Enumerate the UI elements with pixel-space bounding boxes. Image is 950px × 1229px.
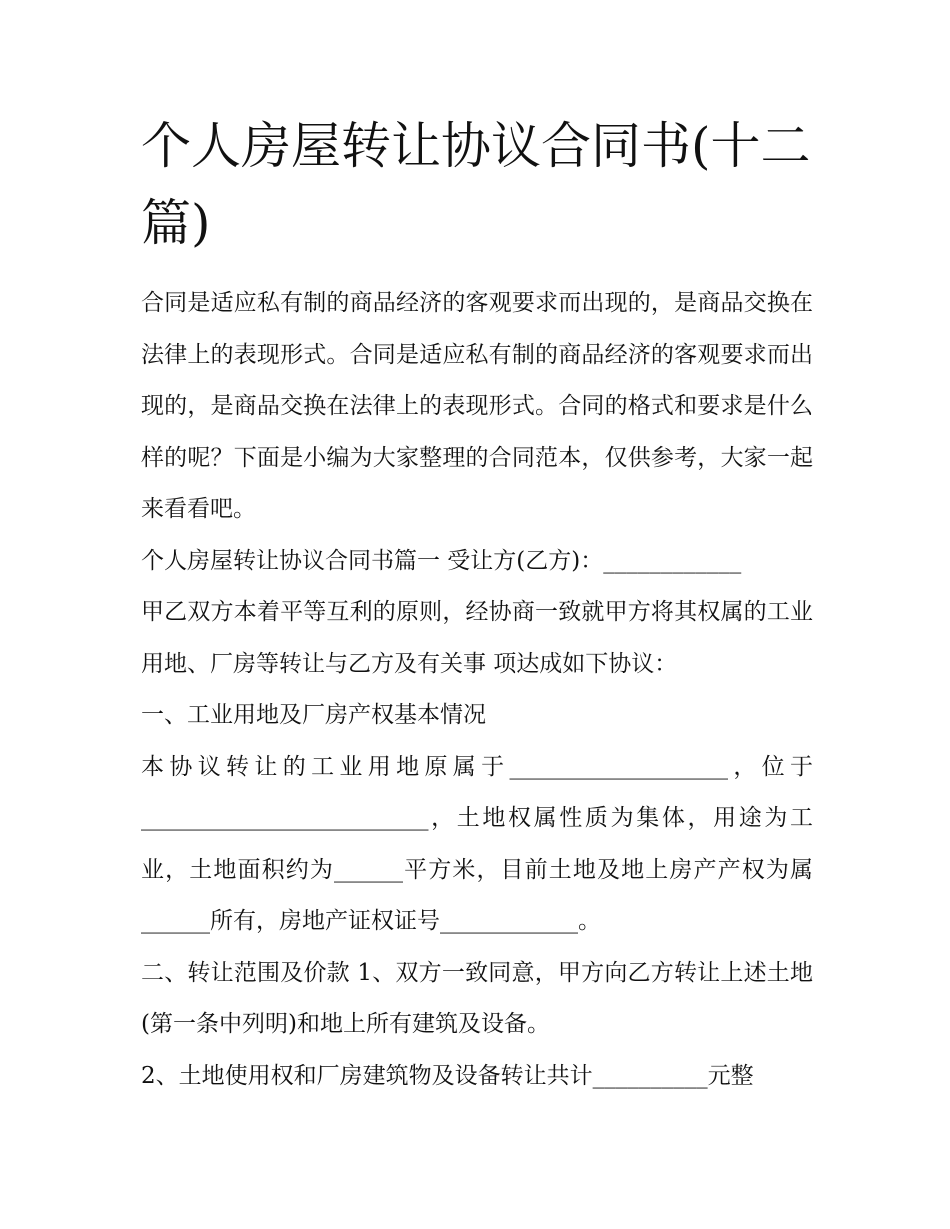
paragraph-intro: 合同是适应私有制的商品经济的客观要求而出现的，是商品交换在法律上的表现形式。合同是适应私有制的商品经济的客观要求而出现的，是商品交换在法律上的表现形式。合同的格式和要求是什么样的呢？下面是小编为大家整理的合同范本，仅供参考，大家一起来看看吧。 [141, 290, 813, 522]
document-title: 个人房屋转让协议合同书(十二篇) [141, 117, 811, 252]
document-body [141, 278, 813, 1102]
paragraph-price: 2、土地使用权和厂房建筑物及设备转让共计__________元整 [141, 1062, 754, 1089]
paragraph-transferee: 个人房屋转让协议合同书篇一 受让方(乙方)：____________ [141, 547, 742, 574]
section-heading-1: 一、工业用地及厂房产权基本情况 [141, 702, 486, 728]
paragraph-principle: 甲乙双方本着平等互利的原则，经协商一致就甲方将其权属的工业用地、厂房等转让与乙方及有关事 项达成如下协议： [141, 599, 813, 677]
paragraph-land-info: 本协议转让的工业用地原属于___________________，位于_________________________，土地权属性质为集体，用途为工业，土地面积约为______平方米，目前土地及地上房产产权为属______所有，房地产证权证号____________。 [141, 753, 813, 934]
section-heading-2: 二、转让范围及价款 1、双方一致同意，甲方向乙方转让上述土地(第一条中列明)和地上所有建筑及设备。 [141, 959, 813, 1037]
document-page [141, 108, 813, 1102]
